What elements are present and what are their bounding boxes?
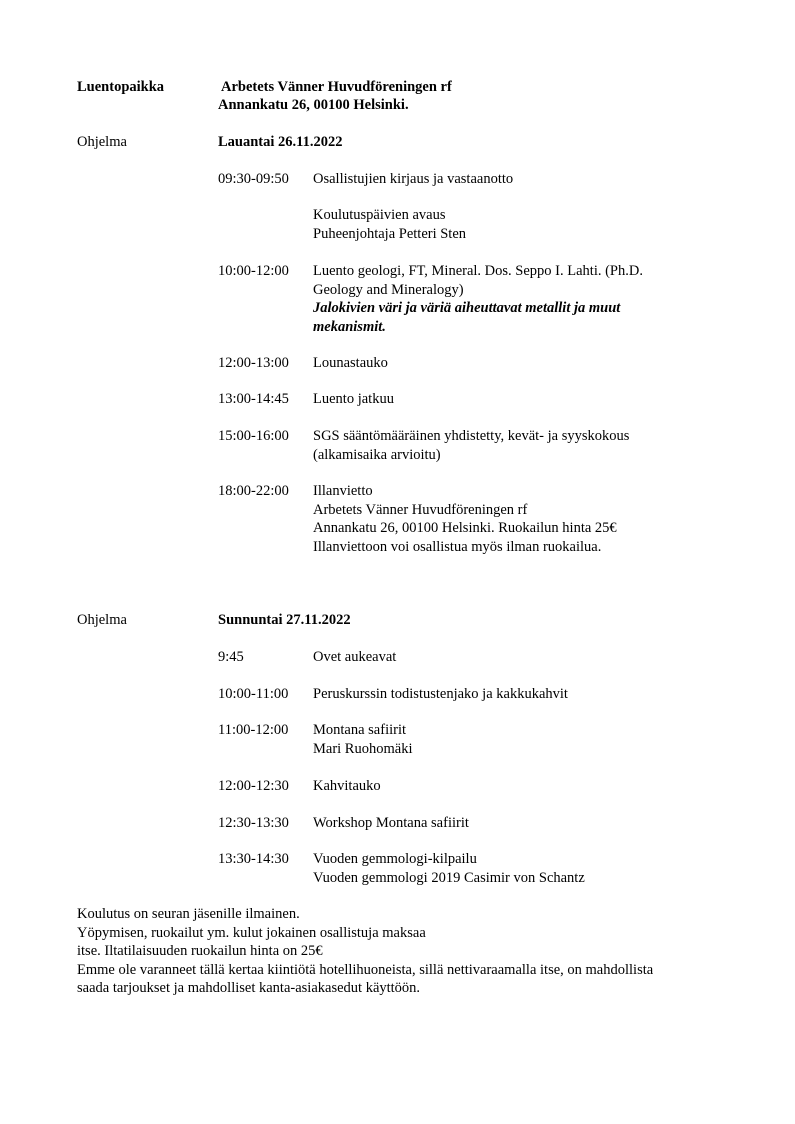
schedule-item <box>313 354 388 373</box>
schedule-text: Vuoden gemmologi 2019 Casimir von Schantz <box>313 869 585 886</box>
schedule-time: 11:00-12:00 <box>218 722 289 738</box>
day2-label: Ohjelma <box>77 612 127 628</box>
schedule-item <box>313 170 513 189</box>
schedule-item <box>313 482 617 556</box>
schedule-text: Lounastauko <box>313 355 388 371</box>
schedule-time: 12:30-13:30 <box>218 815 289 831</box>
schedule-text: Luento jatkuu <box>313 391 394 407</box>
footer-note <box>77 905 653 998</box>
schedule-time: 10:00-11:00 <box>218 686 289 702</box>
footer-line: saada tarjoukset ja mahdolliset kanta-asiakasedut käyttöön. <box>77 980 421 996</box>
schedule-time: 9:45 <box>218 649 244 665</box>
schedule-time: 12:00-12:30 <box>218 778 289 794</box>
schedule-time: 18:00-22:00 <box>218 483 289 499</box>
schedule-item <box>313 721 412 758</box>
schedule-text: Ovet aukeavat <box>313 649 397 665</box>
schedule-text: Puheenjohtaja Petteri Sten <box>313 225 467 242</box>
schedule-text: Illanviettoon voi osallistua myös ilman ruokailua. <box>313 538 602 555</box>
schedule-time: 15:00-16:00 <box>218 428 289 444</box>
schedule-item <box>313 777 381 796</box>
lecture-title: mekanismit. <box>313 318 386 335</box>
schedule-time: 10:00-12:00 <box>218 263 289 279</box>
footer-line: Emme ole varanneet tällä kertaa kiintiötä hotellihuoneista, sillä nettivaraamalla itse, on mahdollista <box>77 961 654 978</box>
venue-address: Annankatu 26, 00100 Helsinki. <box>218 97 409 113</box>
schedule-item <box>313 390 394 409</box>
schedule-text: Illanvietto <box>313 483 373 499</box>
schedule-text: Annankatu 26, 00100 Helsinki. Ruokailun hinta 25€ <box>313 520 617 536</box>
schedule-text: Osallistujien kirjaus ja vastaanotto <box>313 171 514 187</box>
footer-line: Yöpymisen, ruokailut ym. kulut jokainen osallistuja maksaa <box>77 924 426 941</box>
schedule-time: 09:30-09:50 <box>218 171 289 187</box>
schedule-text: Arbetets Vänner Huvudföreningen rf <box>313 501 528 518</box>
footer-line: Koulutus on seuran jäsenille ilmainen. <box>77 906 300 922</box>
footer-line: itse. Iltatilaisuuden ruokailun hinta on 25€ <box>77 943 323 959</box>
schedule-item <box>313 206 466 243</box>
schedule-item <box>313 685 568 704</box>
schedule-text: Luento geologi, FT, Mineral. Dos. Seppo I. Lahti. (Ph.D. <box>313 263 643 279</box>
schedule-text: Montana safiirit <box>313 722 407 738</box>
schedule-text: Mari Ruohomäki <box>313 740 413 757</box>
schedule-text: Peruskurssin todistustenjako ja kakkukahvit <box>313 686 568 702</box>
day1-label: Ohjelma <box>77 134 127 150</box>
lecture-title: Jalokivien väri ja väriä aiheuttavat metallit ja muut <box>313 300 621 316</box>
schedule-text: Kahvitauko <box>313 778 381 794</box>
schedule-text: (alkamisaika arvioitu) <box>313 446 441 463</box>
schedule-item <box>313 850 585 887</box>
venue-label: Luentopaikka <box>77 79 165 95</box>
schedule-item <box>313 814 469 833</box>
venue-name: Arbetets Vänner Huvudföreningen rf <box>221 79 452 95</box>
day1-date: Lauantai 26.11.2022 <box>218 134 343 150</box>
schedule-text: SGS sääntömääräinen yhdistetty, kevät- ja syyskokous <box>313 428 630 444</box>
schedule-text: Vuoden gemmologi-kilpailu <box>313 851 477 867</box>
schedule-text: Koulutuspäivien avaus <box>313 207 446 223</box>
schedule-item <box>313 648 396 667</box>
schedule-text: Geology and Mineralogy) <box>313 281 464 298</box>
schedule-time: 12:00-13:00 <box>218 355 289 371</box>
day2-date: Sunnuntai 27.11.2022 <box>218 612 351 628</box>
schedule-text: Workshop Montana safiirit <box>313 815 469 831</box>
schedule-time: 13:30-14:30 <box>218 851 289 867</box>
schedule-item <box>313 262 643 336</box>
schedule-time: 13:00-14:45 <box>218 391 289 407</box>
schedule-item <box>313 427 629 464</box>
